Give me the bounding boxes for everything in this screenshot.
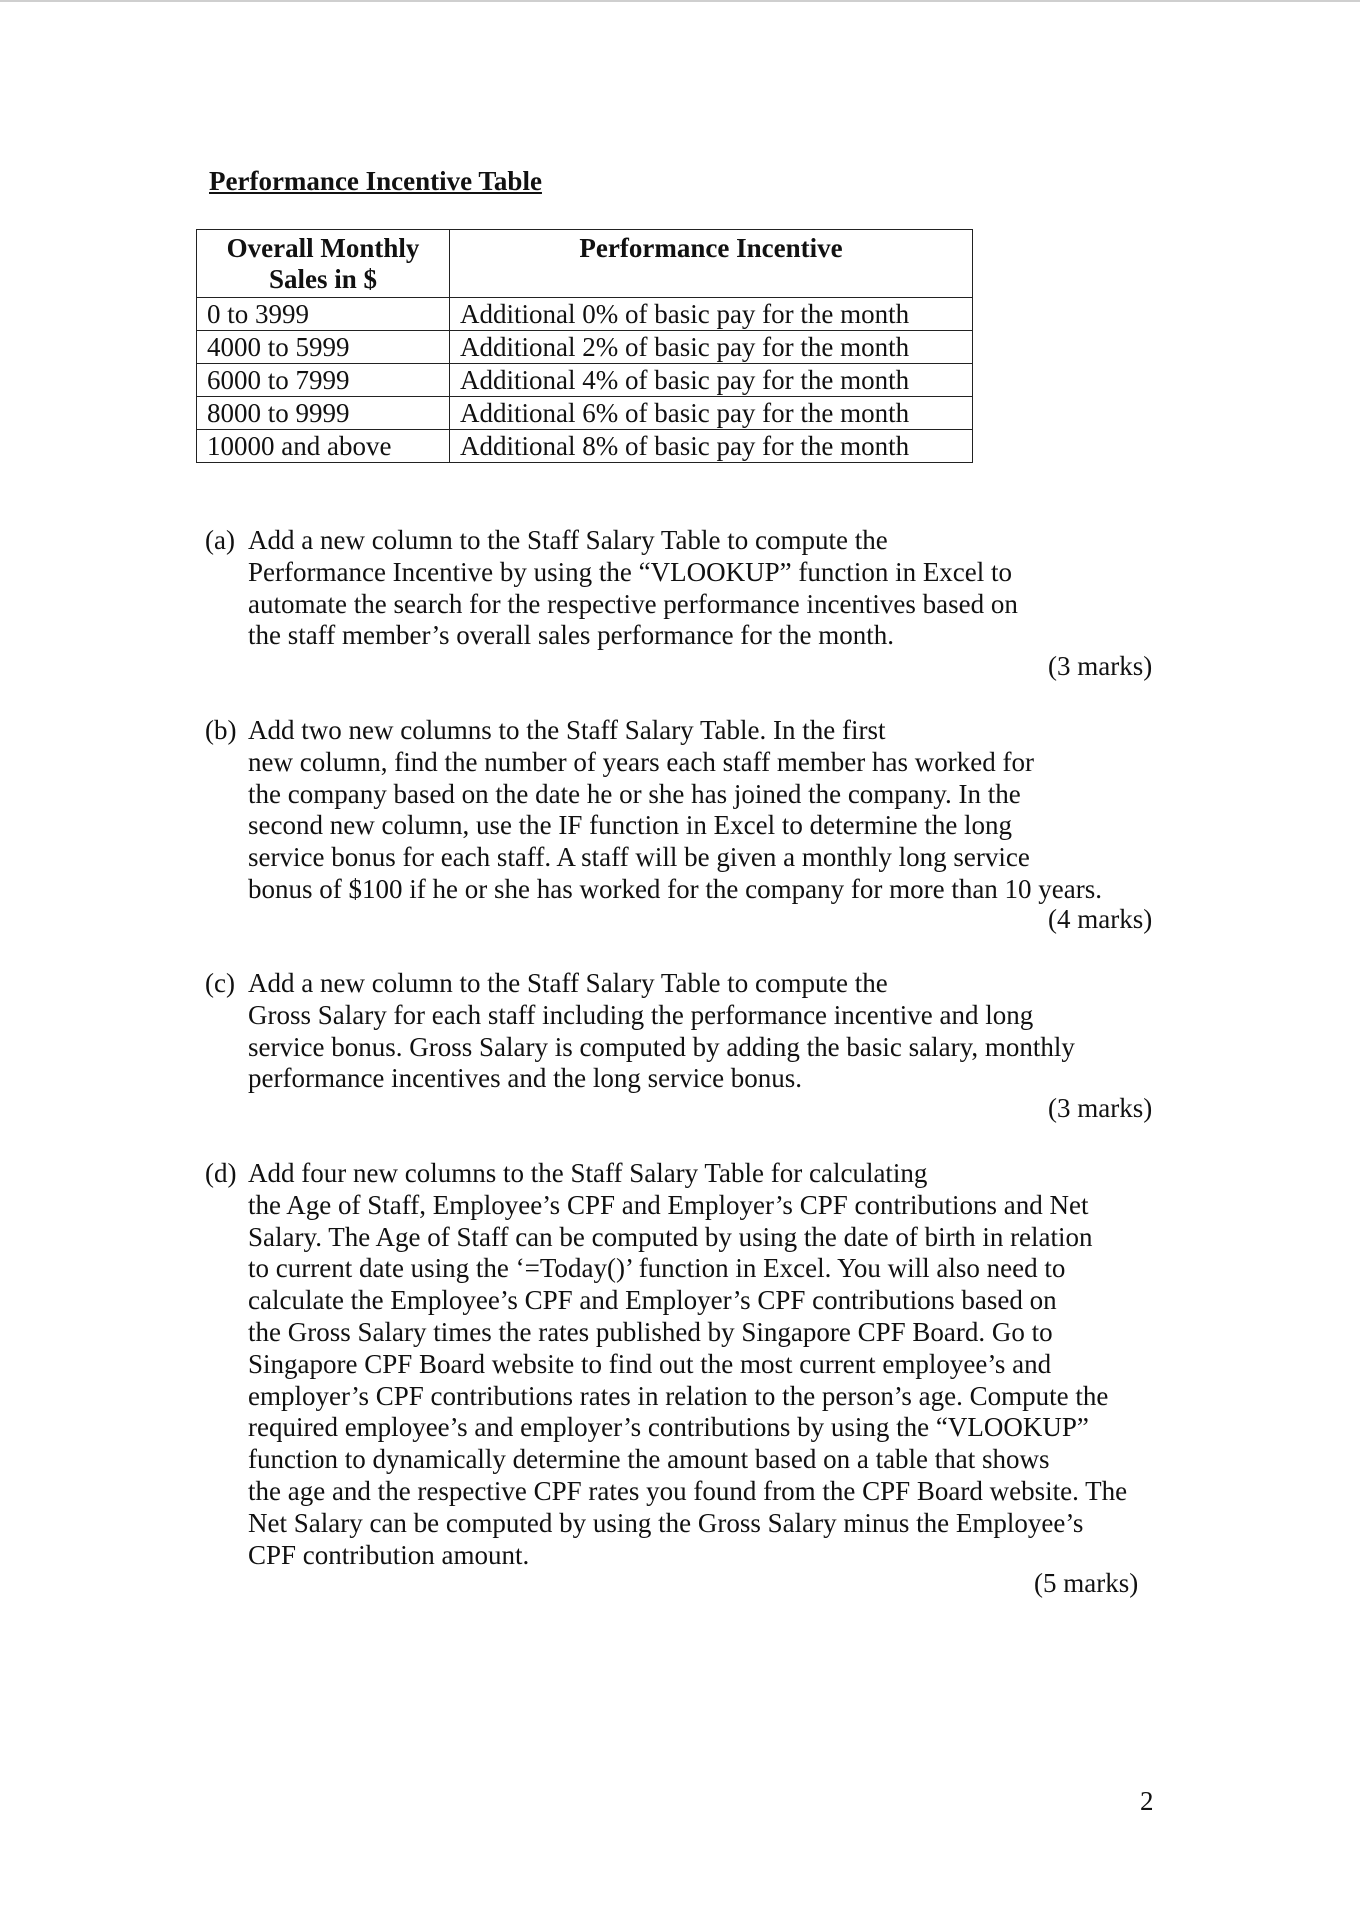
sales-range-cell: 0 to 3999	[197, 298, 450, 331]
table-row	[197, 430, 973, 463]
question-d	[205, 1158, 1205, 1578]
table-row	[197, 298, 973, 331]
question-b-text: Add two new columns to the Staff Salary Table. In the first new column, find the number of years each staff member has worked for the company based on the date he or she has joined the company. In the second new column, use the IF function in Excel to determine the long service bonus for each staff. A staff will be given a monthly long service bonus of $100 if he or she has worked for the company for more than 10 years.	[248, 715, 1103, 904]
question-d-text: Add four new columns to the Staff Salary Table for calculating the Age of Staff, Employee’s CPF and Employer’s CPF contributions and Net Salary. The Age of Staff can be computed by using the date of birth in relation to current date using the ‘=Today()’ function in Excel. You will also need to calculate the Employee’s CPF and Employer’s CPF contributions based on the Gross Salary times the rates published by Singapore CPF Board. Go to Singapore CPF Board website to find out the most current employee’s and employer’s CPF contributions rates in relation to the person’s age. Compute the required employee’s and employer’s contributions by using the “VLOOKUP” function to dynamically determine the amount based on a table that shows the age and the respective CPF rates you found from the CPF Board website. The Net Salary can be computed by using the Gross Salary minus the Employee’s CPF contribution amount.	[248, 1158, 1128, 1570]
header-sales: Overall Monthly Sales in $	[197, 230, 450, 298]
performance-incentive-table	[196, 229, 973, 463]
question-a-text: Add a new column to the Staff Salary Table to compute the Performance Incentive by using the “VLOOKUP” function in Excel to automate the search for the respective performance incentives based on the staff member’s overall sales performance for the month.	[248, 525, 1018, 651]
question-b-label: (b)	[205, 715, 237, 745]
incentive-cell: Additional 4% of basic pay for the month	[450, 364, 973, 397]
question-a-marks: (3 marks)	[1048, 651, 1153, 681]
header-incentive: Performance Incentive	[450, 230, 973, 298]
table-header-row	[197, 230, 973, 298]
incentive-cell: Additional 8% of basic pay for the month	[450, 430, 973, 463]
incentive-cell: Additional 6% of basic pay for the month	[450, 397, 973, 430]
question-c	[205, 968, 1205, 1108]
question-b-marks: (4 marks)	[1048, 904, 1153, 934]
table-row	[197, 331, 973, 364]
sales-range-cell: 10000 and above	[197, 430, 450, 463]
question-c-marks: (3 marks)	[1048, 1093, 1153, 1123]
question-a	[205, 525, 1205, 665]
question-d-marks: (5 marks)	[1034, 1568, 1139, 1598]
question-d-label: (d)	[205, 1158, 237, 1188]
section-title: Performance Incentive Table	[209, 166, 542, 196]
question-c-text: Add a new column to the Staff Salary Table to compute the Gross Salary for each staff including the performance incentive and long service bonus. Gross Salary is computed by adding the basic salary, monthly performance incentives and the long service bonus.	[248, 968, 1075, 1094]
top-border	[0, 0, 1360, 2]
question-a-label: (a)	[205, 525, 235, 555]
table-row	[197, 397, 973, 430]
sales-range-cell: 6000 to 7999	[197, 364, 450, 397]
question-c-label: (c)	[205, 968, 235, 998]
page-number: 2	[1140, 1786, 1154, 1816]
question-b	[205, 715, 1205, 915]
incentive-cell: Additional 2% of basic pay for the month	[450, 331, 973, 364]
incentive-cell: Additional 0% of basic pay for the month	[450, 298, 973, 331]
sales-range-cell: 8000 to 9999	[197, 397, 450, 430]
sales-range-cell: 4000 to 5999	[197, 331, 450, 364]
table-row	[197, 364, 973, 397]
